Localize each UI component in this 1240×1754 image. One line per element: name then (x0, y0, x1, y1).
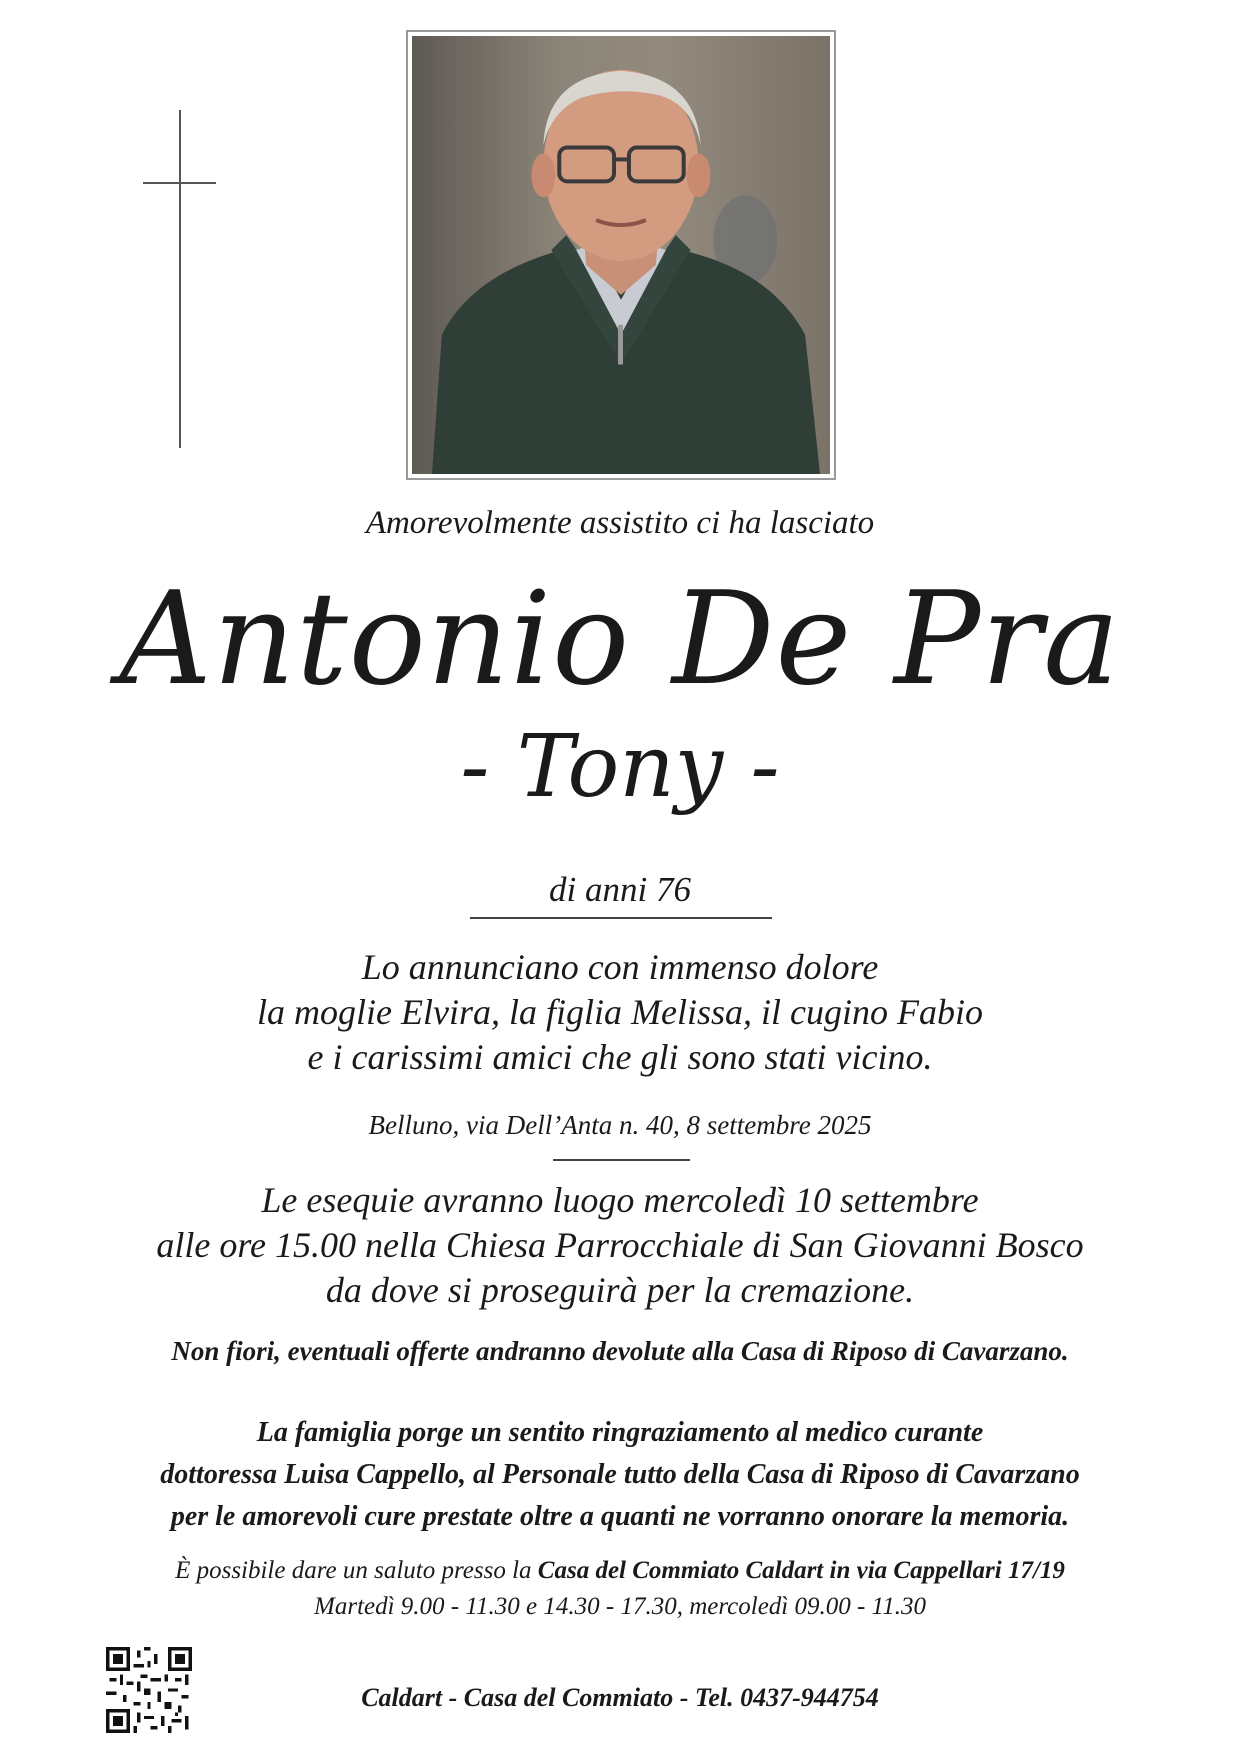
thanks-line: dottoressa Luisa Cappello, al Personale tutto della Casa di Riposo di Cavarzano (160, 1459, 1080, 1490)
divider-line (470, 917, 772, 919)
visit-hours: Martedì 9.00 - 11.30 e 14.30 - 17.30, mercoledì 09.00 - 11.30 (314, 1593, 926, 1620)
funeral-line: da dove si proseguirà per la cremazione. (325, 1270, 915, 1310)
visit-prefix: È possibile dare un saluto presso la (175, 1557, 538, 1584)
thanks-line: per le amorevoli cure prestate oltre a quanti ne vorranno onorare la memoria. (170, 1501, 1070, 1532)
announcement-line: e i carissimi amici che gli sono stati vicino. (307, 1037, 933, 1077)
funeral-info (0, 1178, 1240, 1313)
cross-icon-bar (143, 182, 216, 184)
intro-text: Amorevolmente assistito ci ha lasciato (365, 505, 875, 541)
thanks-line: La famiglia porge un sentito ringraziamento al medico curante (256, 1417, 984, 1448)
age-text: di anni 76 (549, 870, 691, 909)
flowers-note: Non fiori, eventuali offerte andranno devolute alla Casa di Riposo di Cavarzano. (171, 1336, 1069, 1366)
announcement-line: la moglie Elvira, la figlia Melissa, il cugino Fabio (257, 992, 983, 1032)
deceased-nickname: - Tony - (460, 717, 780, 817)
thanks-note (0, 1412, 1240, 1538)
visit-place: Casa del Commiato Caldart in via Cappellari 17/19 (537, 1557, 1065, 1584)
visit-place-line (0, 1553, 1240, 1589)
portrait-illustration (412, 36, 830, 474)
funeral-line: Le esequie avranno luogo mercoledì 10 settembre (261, 1180, 979, 1220)
portrait-photo (406, 30, 836, 480)
cross-icon (179, 110, 181, 448)
funeral-line: alle ore 15.00 nella Chiesa Parrocchiale di San Giovanni Bosco (156, 1225, 1084, 1265)
address-date: Belluno, via Dell’Anta n. 40, 8 settembre 2025 (368, 1110, 872, 1140)
divider-line (553, 1159, 690, 1161)
announcement (0, 945, 1240, 1080)
contact-info: Caldart - Casa del Commiato - Tel. 0437-944754 (361, 1683, 879, 1712)
visit-info (0, 1553, 1240, 1625)
announcement-line: Lo annunciano con immenso dolore (361, 947, 879, 987)
deceased-name: Antonio De Pra (119, 565, 1121, 714)
